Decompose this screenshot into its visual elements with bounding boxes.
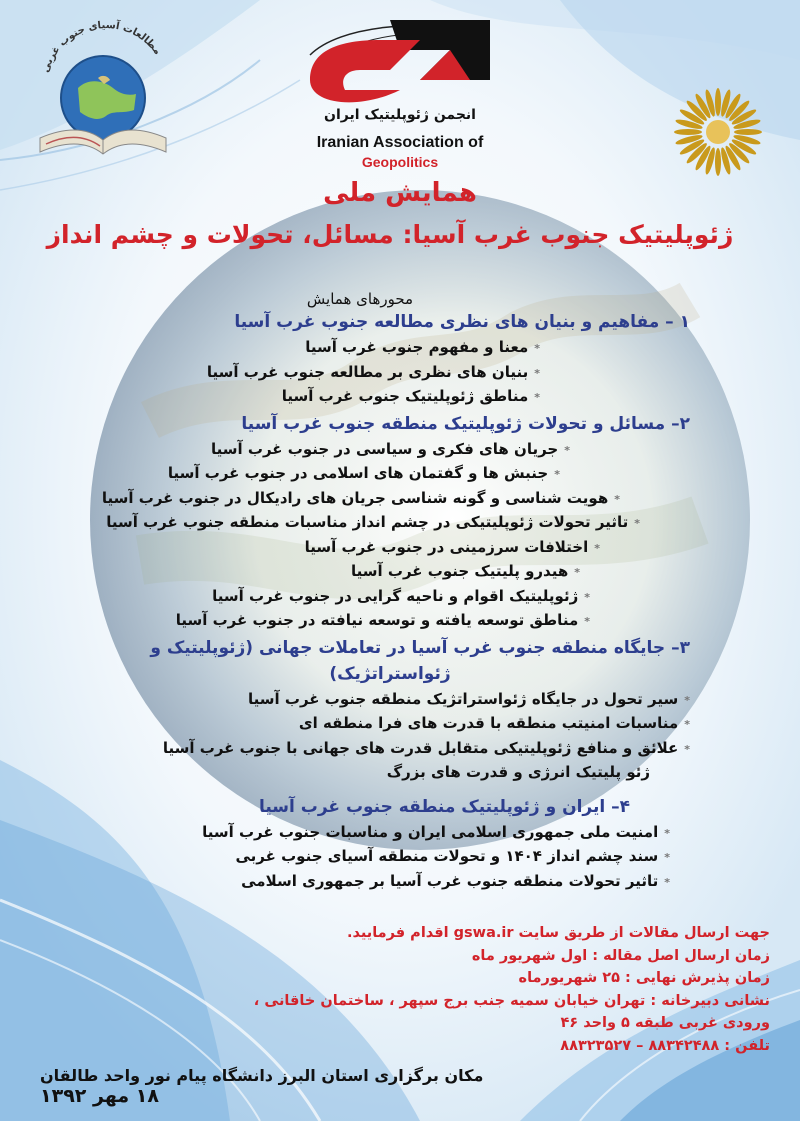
sunburst-petal bbox=[734, 129, 762, 135]
axis-4-item: *امنیت ملی جمهوری اسلامی ایران و مناسبات جنوب غرب آسیا bbox=[202, 822, 670, 841]
topics-heading: محورهای همایش bbox=[306, 290, 414, 308]
axis-3-heading-cont: ژئواستراتژیک) bbox=[329, 663, 451, 684]
deadline-line: زمان ارسال اصل مقاله : اول شهریور ماه bbox=[471, 947, 770, 964]
axis-4-item: *تاثیر تحولات منطقه جنوب غرب آسیا بر جمهوری اسلامی bbox=[241, 871, 670, 890]
logo-arc-text: مطالعات آسیای جنوب غربی bbox=[40, 19, 163, 74]
axis-1-item: *مناطق ژئوپلیتیک جنوب غرب آسیا bbox=[281, 387, 540, 405]
phone-line: تلفن : ۸۸۳۴۲۴۸۸ – ۸۸۳۲۳۵۲۷ bbox=[560, 1037, 770, 1054]
conference-type-title: همایش ملی bbox=[323, 178, 477, 208]
axis-3-item: *علائق و منافع ژئوپلیتیکی متقابل قدرت های جهانی با جنوب غرب آسیا bbox=[162, 738, 690, 757]
axis-2-item: *جریان های فکری و سیاسی در جنوب غرب آسیا bbox=[211, 439, 570, 458]
axis-2-item: *هویت شناسی و گونه شناسی جریان های رادیکال در جنوب غرب آسیا bbox=[101, 488, 620, 507]
south-west-asia-center-logo bbox=[28, 18, 178, 168]
association-name-en: Iranian Association of bbox=[316, 134, 484, 151]
address-line: نشانی دبیرخانه : تهران خیابان سمیه جنب برج سپهر ، ساختمان خاقانی ، bbox=[253, 992, 770, 1009]
axis-1-heading: ۱ – مفاهیم و بنیان های نظری مطالعه جنوب غرب آسیا bbox=[234, 312, 690, 332]
axis-1-item: *معنا و مفهوم جنوب غرب آسیا bbox=[305, 338, 540, 356]
conference-main-title: ژئوپلیتیک جنوب غرب آسیا: مسائل، تحولات و چشم انداز bbox=[46, 220, 734, 249]
venue-info bbox=[40, 1066, 500, 1107]
sunburst-center bbox=[706, 120, 730, 144]
sunburst-petal bbox=[674, 129, 702, 135]
axis-3-item: ژئو پلیتیک انرژی و قدرت های بزرگ bbox=[386, 763, 650, 781]
axis-4-item: *سند چشم انداز ۱۴۰۴ و تحولات منطقه آسیای جنوب غربی bbox=[235, 847, 670, 865]
golden-sunburst-logo bbox=[668, 82, 768, 182]
submission-info bbox=[210, 922, 770, 1058]
axis-1-item: *بنیان های نظری بر مطالعه جنوب غرب آسیا bbox=[206, 362, 540, 381]
sunburst-petal bbox=[715, 148, 721, 176]
submission-site-line: جهت ارسال مقالات از طریق سایت gswa.ir اقدام فرمایید. bbox=[346, 925, 770, 941]
venue-date: ۱۸ مهر ۱۳۹۲ bbox=[40, 1085, 159, 1107]
iranian-association-of-geopolitics-logo bbox=[300, 10, 500, 170]
association-name-en-geopolitics: Geopolitics bbox=[361, 154, 439, 170]
axis-2-item: *مناطق توسعه یافته و توسعه نیافته در جنوب غرب آسیا bbox=[175, 611, 590, 629]
axis-2-item: *جنبش ها و گفتمان های اسلامی در جنوب غرب آسیا bbox=[167, 464, 560, 482]
acceptance-line: زمان پذیرش نهایی : ۲۵ شهریورماه bbox=[518, 970, 770, 987]
axis-2-item: *هیدرو پلیتیک جنوب غرب آسیا bbox=[351, 562, 580, 580]
axis-2-item: *اختلافات سرزمینی در جنوب غرب آسیا bbox=[304, 537, 600, 556]
venue-place: مکان برگزاری استان البرز دانشگاه پیام نور واحد طالقان bbox=[40, 1066, 484, 1085]
axis-3-heading: ۳– جایگاه منطقه جنوب غرب آسیا در تعاملات جهانی (ژئوپلیتیک و bbox=[150, 637, 690, 658]
axis-2-heading: ۲– مسائل و تحولات ژئوپلیتیک منطقه جنوب غرب آسیا bbox=[241, 413, 690, 434]
conference-topics bbox=[90, 290, 690, 894]
axis-3-item: *سیر تحول در جایگاه ژئواستراتژیک منطقه جنوب غرب آسیا bbox=[248, 689, 690, 708]
sunburst-petal bbox=[715, 88, 721, 116]
association-name-fa: انجمن ژئوپلیتیک ایران bbox=[324, 107, 476, 123]
axis-3-item: *مناسبات امنیتب منطقه با قدرت های فرا منطقه ای bbox=[298, 714, 690, 732]
axis-2-item: *تاثیر تحولات ژئوپلیتیکی در چشم انداز مناسبات منطقه جنوب غرب آسیا bbox=[106, 513, 640, 531]
axis-2-item: *ژئوپلیتیک اقوام و ناحیه گرایی در جنوب غرب آسیا bbox=[212, 586, 590, 605]
axis-4-heading: ۴– ایران و ژئوپلیتیک منطقه جنوب غرب آسیا bbox=[258, 796, 630, 817]
address-line-cont: ورودی غربی طبقه ۵ واحد ۴۶ bbox=[560, 1015, 770, 1032]
